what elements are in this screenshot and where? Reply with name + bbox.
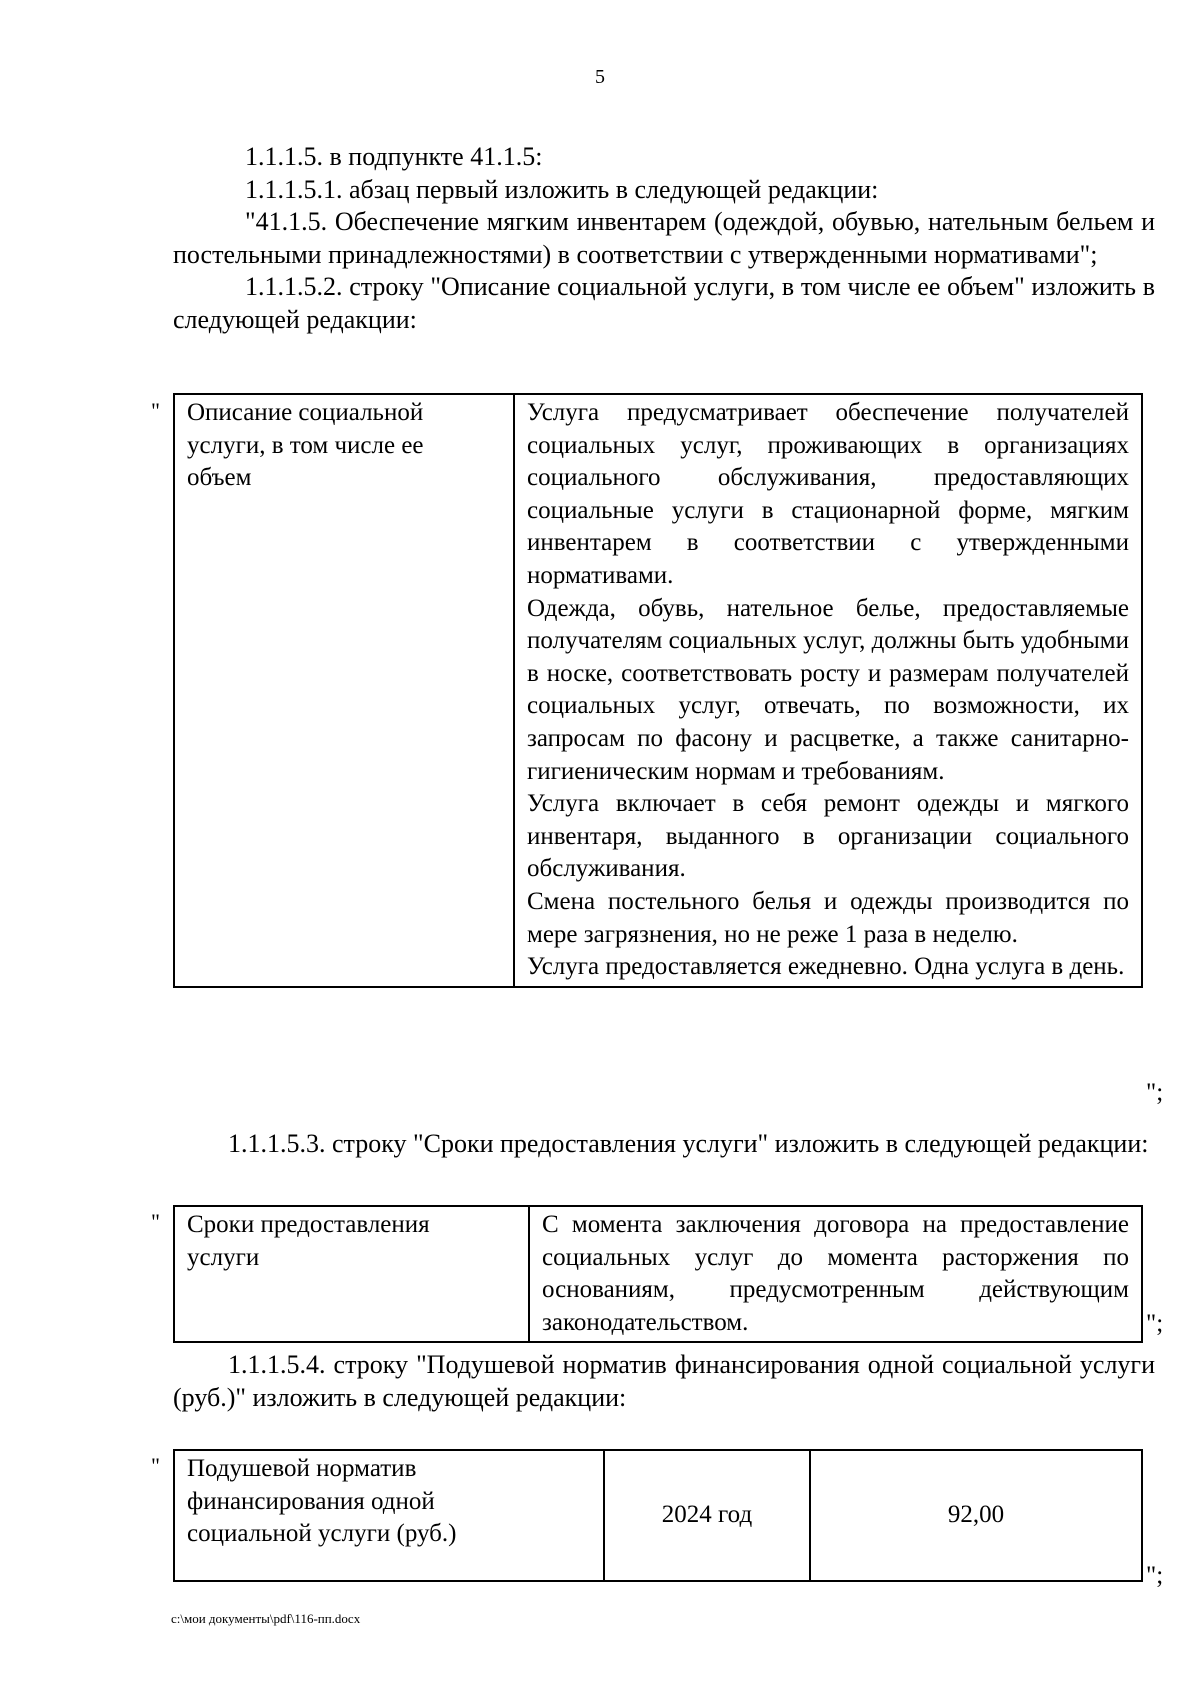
paragraph-1-1-1-5-1: 1.1.1.5.1. абзац первый изложить в следующей редакции: xyxy=(245,174,879,204)
table2-open-quote: " xyxy=(151,1209,160,1234)
table-row xyxy=(174,394,1142,987)
table1-para-4: Смена постельного белья и одежды производится по мере загрязнения, но не реже 1 раза в неделю. xyxy=(527,887,1129,948)
table2-right-text: С момента заключения договора на предоставление социальных услуг до момента расторжения по основаниям, предусмотренным действующим законодательством. xyxy=(542,1211,1129,1336)
footer-file-path: c:\мои документы\pdf\116-пп.docx xyxy=(171,1611,361,1626)
table3-left-text: Подушевой норматив финансирования одной социальной услуги (руб.) xyxy=(187,1455,457,1548)
table3-left-cell xyxy=(174,1450,604,1581)
table-funding xyxy=(173,1449,1143,1582)
table2-left-text: Сроки предоставления услуги xyxy=(187,1211,430,1271)
table-row xyxy=(174,1206,1142,1342)
table-row xyxy=(174,1450,1142,1581)
table1-para-2: Одежда, обувь, нательное белье, предоставляемые получателям социальных услуг, должны быть удобными в носке, соответствовать росту и размерам получателей социальных услуг, отвечать, по возможности, их запросам по фасону и расцветке, а также санитарно-гигиеническим нормам и требованиям. xyxy=(527,594,1129,785)
table1-para-1: Услуга предусматривает обеспечение получателей социальных услуг, проживающих в организациях социального обслуживания, предоставляющих социальные услуги в стационарной форме, мягким инвентарем в соответствии с утвержденными нормативами. xyxy=(527,399,1129,589)
table-description xyxy=(173,393,1143,988)
paragraph-1-1-1-5-2: 1.1.1.5.2. строку "Описание социальной услуги, в том числе ее объем" изложить в следующей редакции: xyxy=(173,272,1155,334)
table2-right-cell xyxy=(529,1206,1142,1342)
table1-para-3: Услуга включает в себя ремонт одежды и мягкого инвентаря, выданного в организации социального обслуживания. xyxy=(527,790,1129,883)
table2-left-cell xyxy=(174,1206,529,1342)
table-terms xyxy=(173,1205,1143,1343)
paragraph-41-1-5: "41.1.5. Обеспечение мягким инвентарем (одеждой, обувью, нательным бельем и постельными принадлежностями) в соответствии с утвержденными нормативами"; xyxy=(173,207,1155,269)
page-number: 5 xyxy=(595,66,605,88)
table1-left-cell xyxy=(174,394,514,987)
paragraph-block-2 xyxy=(173,1128,1155,1161)
paragraph-1-1-1-5-4: 1.1.1.5.4. строку "Подушевой норматив финансирования одной социальной услуги (руб.)" изложить в следующей редакции: xyxy=(173,1350,1155,1412)
table1-para-5: Услуга предоставляется ежедневно. Одна услуга в день. xyxy=(527,953,1125,981)
table2-close-quote: "; xyxy=(1146,1310,1164,1337)
table1-open-quote: " xyxy=(151,398,160,423)
table1-right-cell xyxy=(514,394,1142,987)
table3-close-quote: "; xyxy=(1146,1562,1164,1589)
paragraph-block-3 xyxy=(173,1349,1155,1414)
table3-value-cell xyxy=(810,1450,1142,1581)
table3-value: 92,00 xyxy=(947,1501,1005,1529)
table3-open-quote: " xyxy=(151,1453,160,1478)
table3-year-cell xyxy=(604,1450,810,1581)
table1-close-quote: "; xyxy=(1146,1079,1164,1106)
paragraph-1-1-1-5-3: 1.1.1.5.3. строку "Сроки предоставления услуги" изложить в следующей редакции: xyxy=(228,1129,1149,1158)
paragraphs-top xyxy=(173,141,1155,337)
paragraph-1-1-1-5: 1.1.1.5. в подпункте 41.1.5: xyxy=(245,142,543,171)
table1-left-text: Описание социальной услуги, в том числе ее объем xyxy=(187,399,424,492)
table3-year: 2024 год xyxy=(661,1501,753,1529)
